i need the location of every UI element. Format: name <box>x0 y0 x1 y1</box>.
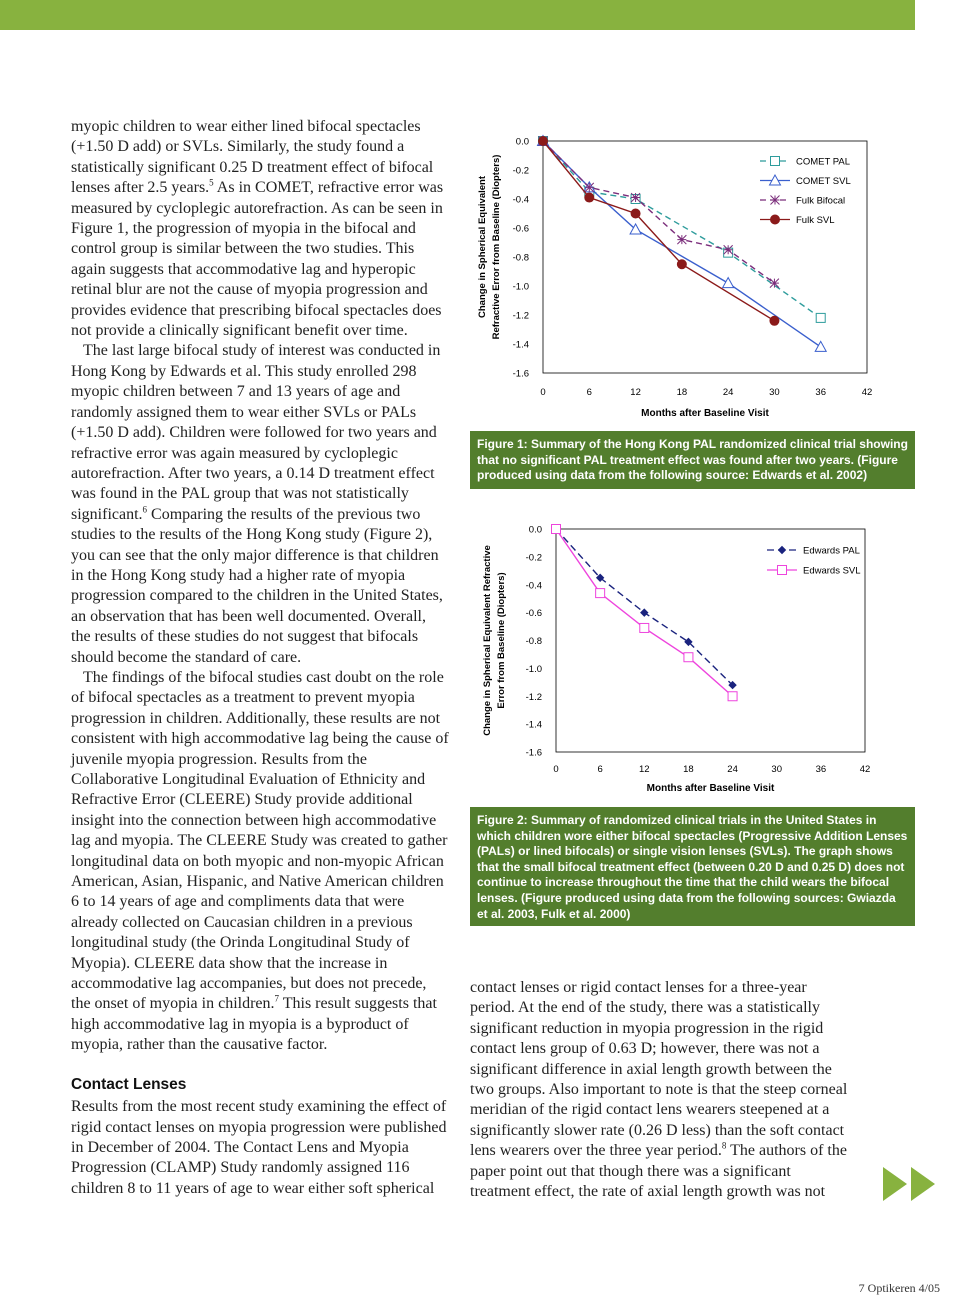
chart2-x-tick-label: 12 <box>638 764 650 775</box>
figure-2-chart <box>470 505 915 803</box>
chart2-legend-item <box>767 566 861 577</box>
chart1-legend-label: Fulk SVL <box>796 215 835 226</box>
chart2-data-point <box>728 692 737 701</box>
figure-1-caption: Figure 1: Summary of the Hong Kong PAL randomized clinical trial showing that no significant PAL treatment effect was found after two years. (Figure produced using data from the following source: Edwards et al. 2002) <box>470 431 915 489</box>
chart1-y-tick-label: -0.4 <box>512 194 529 206</box>
chart2-data-point <box>596 589 605 598</box>
top-color-bar <box>0 0 915 30</box>
chart2-legend-label: Edwards PAL <box>803 545 860 557</box>
chart1-data-point <box>631 209 640 218</box>
chart1-legend-marker <box>771 215 780 224</box>
page-footer: 7 Optikeren 4/05 <box>858 1281 940 1295</box>
paragraph-3 <box>71 668 449 1056</box>
chart1-x-tick-label: 24 <box>722 387 734 398</box>
contact-lenses-heading: Contact Lenses <box>71 1075 187 1093</box>
chart2-x-axis-label: Months after Baseline Visit <box>646 783 775 794</box>
chart1-y-tick-label: -1.2 <box>512 310 529 322</box>
chart1-legend-marker <box>771 196 780 205</box>
chart2-legend-label: Edwards SVL <box>803 565 861 577</box>
paragraph-1-text-cont: As in COMET, refractive error was measured by cycloplegic autorefraction. As can be seen in Figure 1, the progression of myopia in the bifocal and control group is similar between the two studies. This again suggests that accommodative lag and hyperopic retinal blur are not the cause of myopia progression and provides evidence that prescribing bifocal spectacles does not provide a clinically significant benefit over time. <box>71 179 444 340</box>
chart1-legend-item <box>760 175 851 187</box>
reference-7: 7 <box>274 994 280 1005</box>
chart2-legend-marker <box>778 566 787 575</box>
chart1-y-tick-label: -0.6 <box>512 223 529 235</box>
chart1-data-point <box>816 313 825 322</box>
chart2-y-tick-label: -0.2 <box>525 552 542 564</box>
chart1-legend-label: Fulk Bifocal <box>796 195 846 207</box>
chart2-data-point <box>640 623 649 632</box>
chart2-x-tick-label: 36 <box>815 764 827 775</box>
paragraph-3-text-cont: This result suggests that high accommodative lag in myopia is a byproduct of myopia, rather than the causative factor. <box>71 995 437 1054</box>
chart1-data-point <box>677 235 686 244</box>
chart2-y-tick-label: -0.4 <box>525 580 542 592</box>
chart2-x-tick-label: 24 <box>727 764 738 775</box>
chart1-data-point <box>724 245 733 254</box>
chart1-legend-label: COMET SVL <box>796 176 851 187</box>
chart1-legend-label: COMET PAL <box>796 156 851 168</box>
paragraph-5 <box>470 978 855 1202</box>
paragraph-2-text-cont: Comparing the results of the previous two studies to the results of the Hong Kong study (Figure 2), you can see that the only major difference is that children in the Hong Kong study had a higher rate of myopia progression compared to the children in the United States, an observation that has been well documented. Overall, the results of these studies do not suggest that bifocals should become the standard of care. <box>71 505 443 666</box>
chart1-y-tick-label: -1.4 <box>512 339 529 351</box>
reference-8: 8 <box>721 1140 727 1151</box>
chart1-x-tick-label: 42 <box>861 387 873 398</box>
chart1-data-point <box>677 260 686 269</box>
chart1-y-tick-label: 0.0 <box>515 136 529 148</box>
chart2-data-point <box>684 653 693 662</box>
chart1-legend-marker <box>771 157 780 166</box>
chart1-y-tick-label: -0.8 <box>512 252 529 264</box>
chart1-x-tick-label: 18 <box>676 387 688 398</box>
chart2-y-tick-label: 0.0 <box>528 524 542 536</box>
chart2-x-tick-label: 42 <box>859 764 871 775</box>
reference-5: 5 <box>209 177 214 188</box>
chart1-y-tick-label: -0.2 <box>512 165 529 177</box>
paragraph-2-text: The last large bifocal study of interest was conducted in Hong Kong by Edwards et al. This study enrolled 298 myopic children between 7 and 13 years of age and randomly assigned them to wear either SVLs or PALs (+1.50 D add). Children were followed for two years and refractive error was again measured by cycloplegic autorefraction. After two years, a 0.14 D treatment effect was found in the PAL group that was not statistically significant. <box>71 342 441 523</box>
chart2-y-tick-label: -0.8 <box>525 636 542 647</box>
chart1-x-tick-label: 6 <box>586 387 592 398</box>
paragraph-5-text: contact lenses or rigid contact lenses for a three-year period. At the end of the study, there was a statistically significant reduction in myopia progression in the rigid contact lens group of 0.63 D; however, there was not a significant difference in axial length growth between the two groups. Also important to note is that the steep corneal meridian of the rigid contact lens wearers steepened at a significantly slower rate (0.26 D less) than the soft contact lens wearers over the three year period. <box>470 979 848 1160</box>
chart1-x-axis-label: Months after Baseline Visit <box>641 408 769 419</box>
chart2-plot-area <box>556 529 865 752</box>
chart2-x-tick-label: 18 <box>683 764 694 775</box>
chart1-y-tick-label: -1.6 <box>512 368 529 380</box>
chart2-y-tick-label: -1.2 <box>525 691 542 703</box>
next-page-arrows-icon[interactable] <box>883 1165 943 1203</box>
paragraph-2 <box>71 341 449 668</box>
chart2-data-point <box>552 525 561 534</box>
figure-2 <box>470 505 915 926</box>
chart1-data-point <box>770 316 779 325</box>
chart1-x-tick-label: 0 <box>540 387 546 398</box>
chart1-x-tick-label: 12 <box>630 387 641 398</box>
chart1-legend-item <box>760 157 850 168</box>
chart1-x-tick-label: 30 <box>769 387 780 398</box>
chart2-y-tick-label: -1.0 <box>525 663 542 675</box>
chart1-data-point <box>585 183 594 192</box>
figure-2-caption: Figure 2: Summary of randomized clinical trials in the United States in which children wore either bifocal spectacles (Progressive Addition Lenses (PALs) or lined bifocals) or single vision lenses (SVLs). The graph shows that the small bifocal treatment effect (between 0.20 D and 0.25 D) does not continue to increase throughout the time that the child wears the bifocal lenses. (Figure produced using data from the following sources: Gwiazda et al. 2003, Fulk et al. 2000) <box>470 807 915 926</box>
chart1-data-point <box>539 137 548 146</box>
paragraph-3-text: The findings of the bifocal studies cast doubt on the role of bifocal spectacles as a treatment to prevent myopia progression in children. Additionally, these results are not consistent with high accommodative lag being the cause of juvenile myopia progression. Results from the Collaborative Longitudinal Evaluation of Ethnicity and Refractive Error (CLEERE) Study provide additional insight into the connection between high accommodative lag and myopia. The CLEERE Study was created to gather longitudinal data on both myopic and non-myopic African American, Asian, Hispanic, and Native American children 6 to 14 years of age and compliments data that were already collected on Caucasian children in a previous longitudinal study (the Orinda Longitudinal Study of Myopia). CLEERE data show that the increase in accommodative lag accompanies, but does not precede, the onset of myopia in children. <box>71 668 449 1013</box>
chart2-y-tick-label: -0.6 <box>525 608 542 620</box>
chart1-x-tick-label: 36 <box>815 387 827 398</box>
figure-1 <box>470 117 915 489</box>
right-column <box>470 978 855 1202</box>
paragraph-1 <box>71 117 449 341</box>
chart2-y-axis-label: Error from Baseline (Diopters) <box>496 572 507 709</box>
chart2-x-tick-label: 6 <box>597 764 603 775</box>
figure-1-chart <box>470 117 915 427</box>
chart1-y-axis-label: Refractive Error from Baseline (Diopters) <box>491 154 502 340</box>
chart1-data-point <box>585 193 594 202</box>
chart2-y-tick-label: -1.4 <box>525 719 542 731</box>
left-column <box>71 117 449 1199</box>
chart2-y-tick-label: -1.6 <box>525 747 542 759</box>
paragraph-4: Results from the most recent study examining the effect of rigid contact lenses on myopia progression were published in December of 2004. The Contact Lens and Myopia Progression (CLAMP) Study randomly assigned 116 children 8 to 11 years of age to wear either soft spherical <box>71 1098 447 1197</box>
chart2-y-axis-label: Change in Spherical Equivalent Refractive <box>482 545 493 736</box>
chart1-y-tick-label: -1.0 <box>512 281 529 293</box>
paragraph-5-text-cont: The authors of the paper point out that though there was a significant treatment effect, the rate of axial length growth was not <box>470 1142 847 1201</box>
reference-6: 6 <box>142 504 148 515</box>
paragraph-1-text: myopic children to wear either lined bifocal spectacles (+1.50 D add) or SVLs. Similarly, the study found a statistically significant 0.25 D treatment effect of bifocal lenses after 2.5 years. <box>71 118 434 197</box>
chart1-data-point <box>770 279 779 288</box>
chart2-x-tick-label: 30 <box>771 764 783 775</box>
chart2-x-tick-label: 0 <box>553 764 559 775</box>
chart1-data-point <box>631 193 640 202</box>
chart1-y-axis-label: Change in Spherical Equivalent <box>477 175 488 319</box>
